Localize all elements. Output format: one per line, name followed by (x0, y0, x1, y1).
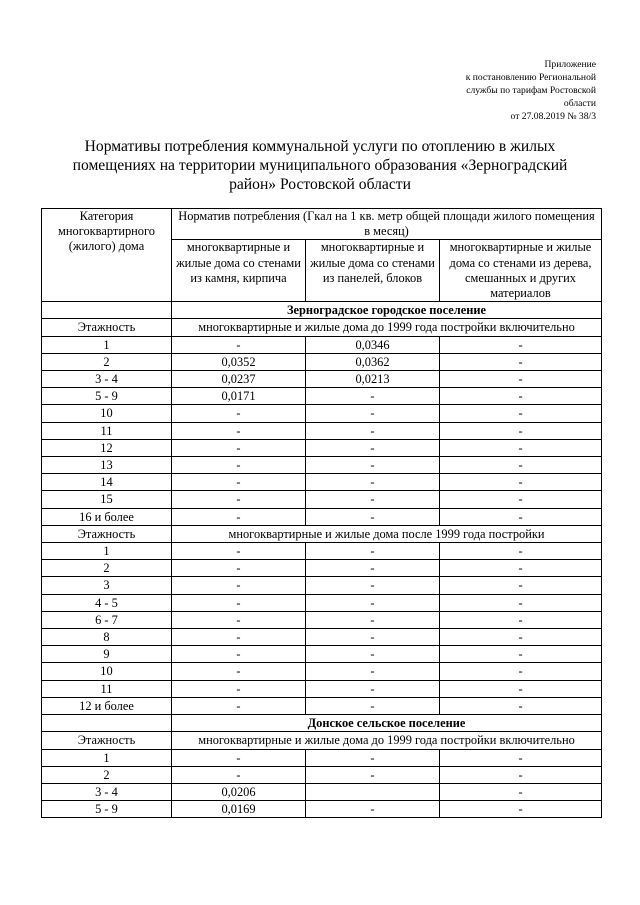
value-cell-panel: - (306, 405, 440, 422)
value-cell-wood: - (440, 646, 602, 663)
floor-cell: 11 (42, 422, 172, 439)
floor-cell: 9 (42, 646, 172, 663)
group-description: многоквартирные и жилые дома до 1999 года постройки включительно (172, 732, 602, 749)
value-cell-wood: - (440, 663, 602, 680)
value-cell-wood: - (440, 336, 602, 353)
group-label: Этажность (42, 732, 172, 749)
value-cell-wood: - (440, 680, 602, 697)
value-cell-panel: - (306, 663, 440, 680)
floor-cell: 1 (42, 543, 172, 560)
settlement-blank (42, 302, 172, 319)
table-row (42, 783, 602, 800)
settlement-row (42, 715, 602, 732)
table-row (42, 594, 602, 611)
value-cell-panel (306, 783, 440, 800)
value-cell-stone: - (172, 749, 306, 766)
table-row (42, 749, 602, 766)
title-line: Нормативы потребления коммунальной услуги по отоплению в жилых (84, 138, 556, 155)
floor-cell: 14 (42, 474, 172, 491)
floor-cell: 3 - 4 (42, 371, 172, 388)
value-cell-panel: - (306, 508, 440, 525)
floor-cell: 1 (42, 336, 172, 353)
floor-cell: 6 - 7 (42, 611, 172, 628)
group-row (42, 319, 602, 336)
value-cell-stone: - (172, 594, 306, 611)
value-cell-panel: - (306, 611, 440, 628)
value-cell-stone: - (172, 560, 306, 577)
value-cell-panel: - (306, 388, 440, 405)
floor-cell: 2 (42, 560, 172, 577)
group-row (42, 732, 602, 749)
appendix-note (386, 58, 596, 123)
value-cell-wood: - (440, 611, 602, 628)
value-cell-panel: - (306, 491, 440, 508)
table-row (42, 560, 602, 577)
value-cell-panel: - (306, 594, 440, 611)
settlement-name: Донское сельское поселение (172, 715, 602, 732)
table-row (42, 405, 602, 422)
value-cell-stone: - (172, 508, 306, 525)
table-row (42, 801, 602, 818)
appendix-line: Приложение (544, 59, 596, 70)
table-row (42, 439, 602, 456)
floor-cell: 15 (42, 491, 172, 508)
floor-cell: 10 (42, 405, 172, 422)
value-cell-wood: - (440, 371, 602, 388)
group-label: Этажность (42, 319, 172, 336)
col3-header: многоквартирные и жилые дома со стенами из дерева, смешанных и других материалов (440, 240, 602, 302)
value-cell-stone: - (172, 680, 306, 697)
value-cell-stone: - (172, 577, 306, 594)
floor-cell: 12 (42, 439, 172, 456)
value-cell-wood: - (440, 388, 602, 405)
table-row (42, 474, 602, 491)
table-row (42, 646, 602, 663)
table-row (42, 353, 602, 370)
floor-cell: 10 (42, 663, 172, 680)
table-row (42, 508, 602, 525)
value-cell-wood: - (440, 457, 602, 474)
value-cell-panel: - (306, 680, 440, 697)
value-cell-wood: - (440, 697, 602, 714)
value-cell-panel: - (306, 457, 440, 474)
value-cell-stone: - (172, 474, 306, 491)
floor-cell: 13 (42, 457, 172, 474)
table-row (42, 611, 602, 628)
appendix-line: к постановлению Региональной (465, 72, 596, 83)
value-cell-wood: - (440, 801, 602, 818)
floor-cell: 4 - 5 (42, 594, 172, 611)
value-cell-wood: - (440, 353, 602, 370)
value-cell-panel: 0,0213 (306, 371, 440, 388)
value-cell-stone: - (172, 457, 306, 474)
value-cell-wood: - (440, 783, 602, 800)
value-cell-stone: - (172, 439, 306, 456)
norms-table (41, 208, 602, 818)
floor-cell: 1 (42, 749, 172, 766)
value-cell-wood: - (440, 594, 602, 611)
value-cell-panel: - (306, 697, 440, 714)
settlement-blank (42, 715, 172, 732)
table-row (42, 680, 602, 697)
category-header: Категория многоквартирного (жилого) дома (42, 209, 172, 302)
group-row (42, 525, 602, 542)
title-line: помещениях на территории муниципального образования «Зерноградский (72, 157, 568, 174)
floor-cell: 5 - 9 (42, 388, 172, 405)
table-row (42, 629, 602, 646)
floor-cell: 2 (42, 353, 172, 370)
settlement-row (42, 302, 602, 319)
title-line: район» Ростовской области (229, 176, 411, 193)
value-cell-panel: - (306, 422, 440, 439)
value-cell-panel: 0,0346 (306, 336, 440, 353)
table-row (42, 422, 602, 439)
value-cell-panel: - (306, 749, 440, 766)
table-row (42, 336, 602, 353)
group-description: многоквартирные и жилые дома до 1999 года постройки включительно (172, 319, 602, 336)
value-cell-stone: - (172, 697, 306, 714)
value-cell-stone: - (172, 543, 306, 560)
document-title (60, 137, 580, 194)
floor-cell: 3 - 4 (42, 783, 172, 800)
value-cell-stone: 0,0206 (172, 783, 306, 800)
table-row (42, 371, 602, 388)
floor-cell: 3 (42, 577, 172, 594)
value-cell-stone: - (172, 336, 306, 353)
value-cell-wood: - (440, 766, 602, 783)
value-cell-wood: - (440, 405, 602, 422)
header-row (42, 209, 602, 240)
value-cell-stone: - (172, 629, 306, 646)
value-cell-wood: - (440, 543, 602, 560)
value-cell-panel: 0,0362 (306, 353, 440, 370)
floor-cell: 16 и более (42, 508, 172, 525)
value-cell-stone: - (172, 611, 306, 628)
value-cell-wood: - (440, 629, 602, 646)
value-cell-stone: - (172, 422, 306, 439)
value-cell-panel: - (306, 801, 440, 818)
value-cell-panel: - (306, 543, 440, 560)
table-row (42, 663, 602, 680)
floor-cell: 8 (42, 629, 172, 646)
value-cell-wood: - (440, 560, 602, 577)
table-row (42, 388, 602, 405)
value-cell-stone: 0,0352 (172, 353, 306, 370)
floor-cell: 12 и более (42, 697, 172, 714)
value-cell-stone: 0,0169 (172, 801, 306, 818)
value-cell-panel: - (306, 646, 440, 663)
table-row (42, 457, 602, 474)
table-row (42, 697, 602, 714)
value-cell-panel: - (306, 577, 440, 594)
group-label: Этажность (42, 525, 172, 542)
floor-cell: 2 (42, 766, 172, 783)
value-cell-panel: - (306, 629, 440, 646)
appendix-line: от 27.08.2019 № 38/3 (510, 111, 596, 122)
value-cell-panel: - (306, 474, 440, 491)
value-cell-stone: - (172, 405, 306, 422)
value-cell-wood: - (440, 508, 602, 525)
value-cell-stone: - (172, 663, 306, 680)
col1-header: многоквартирные и жилые дома со стенами из камня, кирпича (172, 240, 306, 302)
table-row (42, 577, 602, 594)
col2-header: многоквартирные и жилые дома со стенами из панелей, блоков (306, 240, 440, 302)
value-cell-wood: - (440, 749, 602, 766)
value-cell-stone: - (172, 646, 306, 663)
appendix-line: службы по тарифам Ростовской (466, 85, 596, 96)
value-cell-wood: - (440, 491, 602, 508)
value-cell-stone: 0,0237 (172, 371, 306, 388)
value-cell-stone: - (172, 491, 306, 508)
table-row (42, 766, 602, 783)
value-cell-wood: - (440, 422, 602, 439)
value-cell-panel: - (306, 560, 440, 577)
floor-cell: 5 - 9 (42, 801, 172, 818)
settlement-name: Зерноградское городское поселение (172, 302, 602, 319)
value-cell-wood: - (440, 577, 602, 594)
value-cell-wood: - (440, 439, 602, 456)
norm-header: Норматив потребления (Гкал на 1 кв. метр общей площади жилого помещения в месяц) (172, 209, 602, 240)
value-cell-panel: - (306, 439, 440, 456)
value-cell-panel: - (306, 766, 440, 783)
appendix-line: области (563, 98, 596, 109)
value-cell-stone: - (172, 766, 306, 783)
floor-cell: 11 (42, 680, 172, 697)
table-row (42, 491, 602, 508)
table-row (42, 543, 602, 560)
group-description: многоквартирные и жилые дома после 1999 года постройки (172, 525, 602, 542)
value-cell-stone: 0,0171 (172, 388, 306, 405)
value-cell-wood: - (440, 474, 602, 491)
